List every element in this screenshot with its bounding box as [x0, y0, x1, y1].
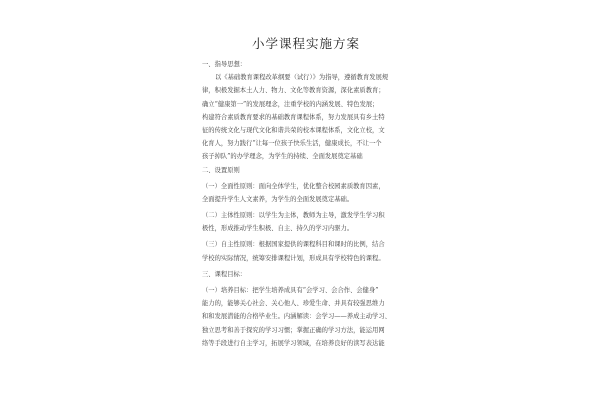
text-line: 一、指导思想：	[202, 61, 247, 68]
text-line: 确立“健康第一”的发展理念，注重学校的内涵发展、特色发展；	[202, 100, 379, 108]
text-line: 化育人，努力践行“让每一位孩子快乐生活，健康成长，不让一个	[202, 140, 382, 148]
text-line: 能力的，能够关心社会、关心他人、珍爱生命、并具有较强思维力	[202, 300, 385, 308]
text-line: 孩子掉队”的办学理念，为学生的持续、全面发展奠定基础	[202, 153, 363, 161]
text-line: 征的传统文化与现代文化和谐共荣的校本课程体系，文化立校，文	[202, 126, 385, 134]
text-line: 独立思考和善于探究的学习习惯；掌握正确的学习方法，能运用网	[202, 326, 385, 334]
text-line: 络等手段进行自主学习，拓展学习领域，在培养良好的读写表达能	[202, 339, 385, 347]
text-line: （三）自主性原则：根据国家提供的课程科目和课时的比例，结合	[202, 241, 385, 249]
document-title: 小学课程实施方案	[251, 36, 360, 51]
paragraph-lines	[202, 58, 410, 350]
text-line: 全面提升学生人文素养，为学生的全面发展奠定基础。	[202, 195, 354, 203]
text-line: （二）主体性原则：以学生为主体，教师为主导，激发学生学习积	[202, 212, 385, 220]
text-line: 以《基础教育课程改革纲要（试行）》为指导，遵循教育发展规	[215, 74, 389, 82]
text-line: （一）全面性原则：面向全体学生，优化整合校园素质教育因素，	[202, 182, 385, 190]
text-line: 二、设置原则	[202, 166, 240, 174]
text-line: 三、课程目标：	[202, 270, 247, 278]
document-body	[202, 34, 410, 350]
text-line: 律，积极发掘本土人力、物力、文化等教育资源，深化素质教育；	[202, 87, 385, 95]
text-line: （一）培养目标：把学生培养成具有“会学习、会合作、会健身”	[202, 287, 379, 294]
text-line: 学校的实际情况，统筹安排课程计划，形成具有学校特色的课程。	[202, 254, 385, 262]
text-line: 构建符合素质教育要求的基础教育课程体系，努力发展具有乡土特	[202, 113, 385, 121]
text-line: 极性，形成推动学生积极、自主、持久的学习内驱力。	[202, 225, 354, 233]
text-line: 和和发展潜能的合格毕业生。内涵解读：会学习——养成主动学习、	[202, 313, 391, 321]
